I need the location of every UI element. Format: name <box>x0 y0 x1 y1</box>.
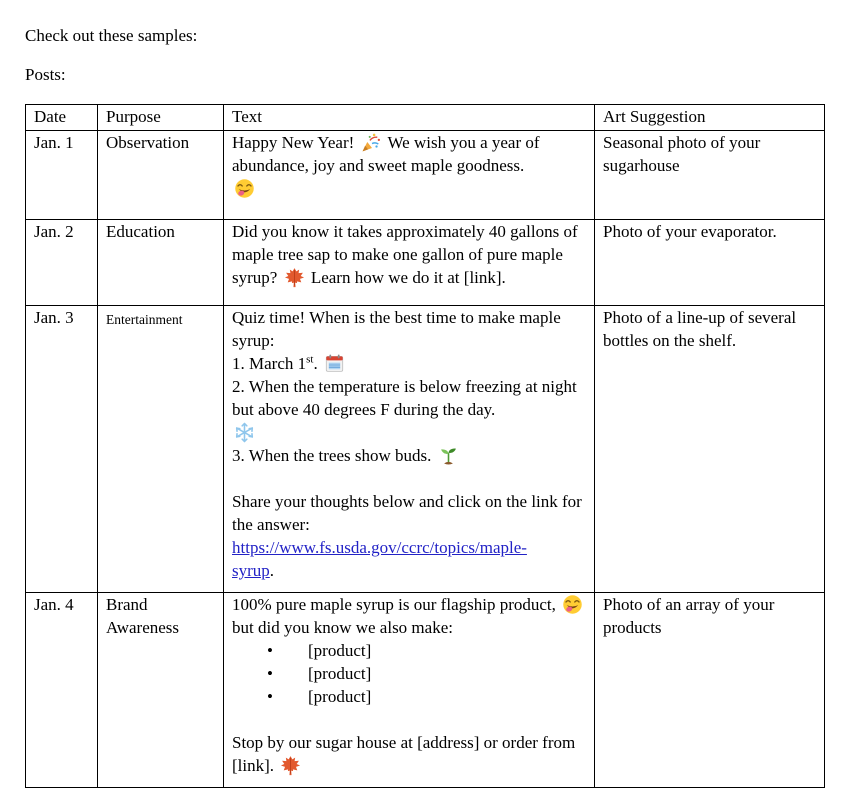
purpose-cell: Education <box>98 220 224 306</box>
table-row <box>26 220 825 306</box>
bullet-item <box>232 662 586 685</box>
maple-leaf-icon <box>280 755 301 776</box>
date-cell: Jan. 3 <box>26 306 98 593</box>
bullet-icon: • <box>267 664 273 683</box>
purpose-cell: Observation <box>98 131 224 220</box>
bullet-item <box>232 639 586 662</box>
posts-table <box>25 104 825 788</box>
seedling-icon <box>438 445 459 466</box>
maple-syrup-link[interactable]: https://www.fs.usda.gov/ccrc/topics/maple- syrup <box>232 538 527 580</box>
table-row <box>26 306 825 593</box>
date-cell: Jan. 4 <box>26 593 98 788</box>
calendar-icon <box>324 353 345 374</box>
bullet-item <box>232 685 586 708</box>
post-text-cell: 100% pure maple syrup is our flagship product, but did you know we also make: • [product] • [product] • [product] Stop by our sugar house at [address] or order from [link]. <box>224 593 595 788</box>
face-savoring-food-icon <box>234 178 255 199</box>
face-savoring-food-icon <box>562 594 583 615</box>
column-header-art-suggestion: Art Suggestion <box>595 105 825 131</box>
snowflake-icon <box>234 422 255 443</box>
column-header-text: Text <box>224 105 595 131</box>
posts-label: Posts: <box>25 65 66 84</box>
bullet-icon: • <box>267 641 273 660</box>
bullet-text: [product] <box>308 664 372 683</box>
intro-text: Check out these samples: <box>25 26 198 45</box>
post-text-cell: Quiz time! When is the best time to make maple syrup: 1. March 1st. 2. When the temperature is below freezing at night but above 40 degrees F during the day. 3. When the trees show buds. Share your thoughts below and click on the link for the answer: https://www.fs.usda.gov/ccrc/topics/maple- syrup. <box>224 306 595 593</box>
art-suggestion-cell: Photo of an array of your products <box>595 593 825 788</box>
column-header-purpose: Purpose <box>98 105 224 131</box>
column-header-date: Date <box>26 105 98 131</box>
table-row <box>26 593 825 788</box>
art-suggestion-cell: Photo of your evaporator. <box>595 220 825 306</box>
superscript-text: st <box>306 353 314 366</box>
maple-leaf-icon <box>284 267 305 288</box>
purpose-cell: Entertainment <box>98 306 224 593</box>
post-text-cell: Happy New Year! We wish you a year of abundance, joy and sweet maple goodness. <box>224 131 595 220</box>
post-text-cell: Did you know it takes approximately 40 gallons of maple tree sap to make one gallon of pure maple syrup? Learn how we do it at [link]. <box>224 220 595 306</box>
art-suggestion-cell: Seasonal photo of your sugarhouse <box>595 131 825 220</box>
purpose-cell: Brand Awareness <box>98 593 224 788</box>
table-row <box>26 131 825 220</box>
date-cell: Jan. 2 <box>26 220 98 306</box>
bullet-text: [product] <box>308 641 372 660</box>
art-suggestion-cell: Photo of a line-up of several bottles on the shelf. <box>595 306 825 593</box>
party-popper-icon <box>361 132 382 153</box>
table-body <box>26 131 825 788</box>
date-cell: Jan. 1 <box>26 131 98 220</box>
header-row <box>26 105 825 131</box>
bullet-text: [product] <box>308 687 372 706</box>
bullet-icon: • <box>267 687 273 706</box>
